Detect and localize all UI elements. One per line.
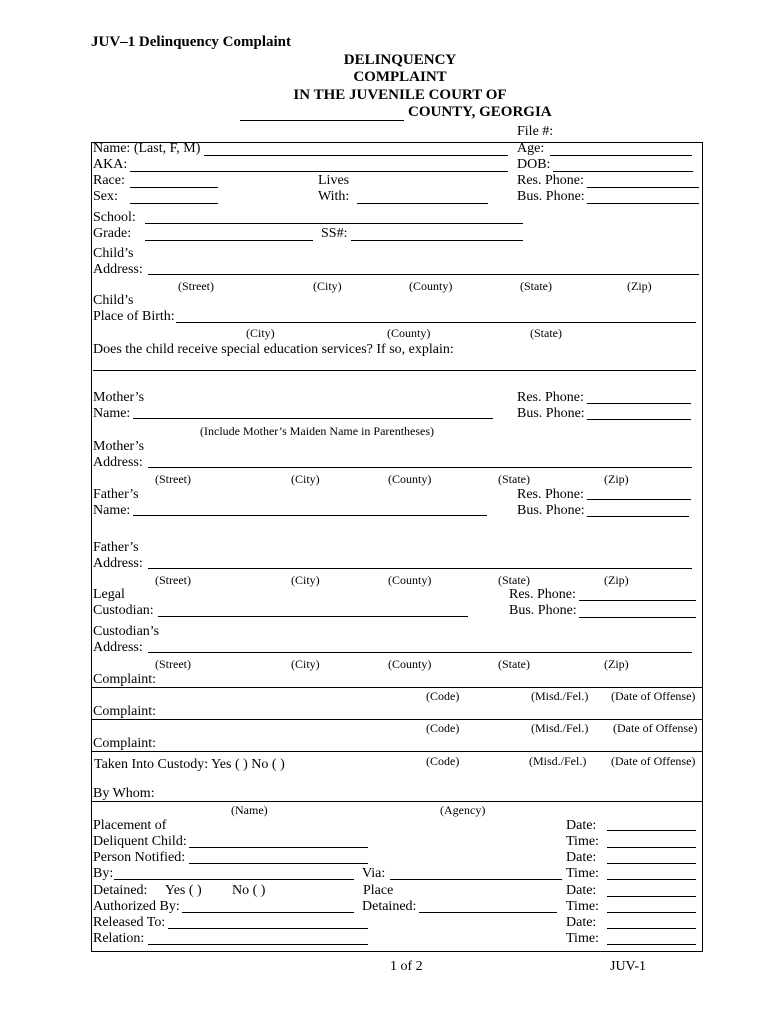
child-res-phone-label: Res. Phone: bbox=[517, 173, 584, 188]
form-title-line1: DELINQUENCY bbox=[343, 52, 457, 68]
complaint-3-code-caption: (Code) bbox=[426, 754, 460, 768]
date-label-1: Date: bbox=[566, 818, 597, 833]
placement-of-label: Placement of bbox=[93, 818, 167, 833]
by-whom-label: By Whom: bbox=[93, 786, 155, 801]
place-label: Place bbox=[363, 883, 394, 898]
childs-address-label: Address: bbox=[93, 262, 143, 277]
sex-label: Sex: bbox=[93, 189, 118, 204]
birth-state-caption: (State) bbox=[530, 326, 562, 340]
custodian-res-phone-label: Res. Phone: bbox=[509, 587, 576, 602]
time-label-4: Time: bbox=[566, 931, 599, 946]
date-field-2[interactable] bbox=[607, 863, 696, 864]
aka-field[interactable] bbox=[130, 171, 508, 172]
taken-into-custody[interactable]: Taken Into Custody: Yes ( ) No ( ) bbox=[94, 757, 285, 772]
file-number-label: File #: bbox=[517, 124, 554, 139]
place-detained-label: Detained: bbox=[362, 899, 417, 914]
mothers-name-heading: Mother’s bbox=[93, 390, 145, 405]
special-ed-question: Does the child receive special education services? If so, explain: bbox=[93, 342, 454, 357]
person-notified-field[interactable] bbox=[189, 863, 368, 864]
maiden-name-note: (Include Mother’s Maiden Name in Parentheses) bbox=[200, 424, 435, 438]
age-field[interactable] bbox=[550, 155, 692, 156]
complaint-2-code-caption: (Code) bbox=[426, 721, 460, 735]
time-label-2: Time: bbox=[566, 866, 599, 881]
by-whom-name-caption: (Name) bbox=[231, 803, 268, 817]
m-addr-city-caption: (City) bbox=[291, 472, 320, 486]
delinquent-child-field[interactable] bbox=[189, 847, 368, 848]
person-notified-label: Person Notified: bbox=[93, 850, 186, 865]
date-field-1[interactable] bbox=[607, 830, 696, 831]
form-title-line3: IN THE JUVENILE COURT OF bbox=[293, 87, 507, 103]
by-whom-line[interactable] bbox=[92, 801, 702, 802]
c-addr-county-caption: (County) bbox=[388, 657, 432, 671]
document-label: JUV–1 Delinquency Complaint bbox=[91, 34, 292, 50]
m-addr-state-caption: (State) bbox=[498, 472, 530, 486]
mother-bus-phone-field[interactable] bbox=[587, 419, 691, 420]
by-label: By: bbox=[93, 866, 114, 881]
date-field-3[interactable] bbox=[607, 896, 696, 897]
time-label-1: Time: bbox=[566, 834, 599, 849]
complaint-1-date-caption: (Date of Offense) bbox=[611, 689, 696, 703]
father-bus-phone-label: Bus. Phone: bbox=[517, 503, 585, 518]
ss-label: SS#: bbox=[321, 226, 348, 241]
birth-county-caption: (County) bbox=[387, 326, 431, 340]
date-label-2: Date: bbox=[566, 850, 597, 865]
aka-label: AKA: bbox=[93, 157, 128, 172]
complaint-3-date-caption: (Date of Offense) bbox=[611, 754, 696, 768]
page-number: 1 of 2 bbox=[390, 959, 423, 974]
school-field[interactable] bbox=[145, 223, 523, 224]
addr-street-caption: (Street) bbox=[178, 279, 214, 293]
lives-with-field[interactable] bbox=[357, 203, 488, 204]
childs-birth-heading: Child’s bbox=[93, 293, 134, 308]
m-addr-street-caption: (Street) bbox=[155, 472, 191, 486]
m-addr-zip-caption: (Zip) bbox=[604, 472, 629, 486]
detained-no-option[interactable]: No ( ) bbox=[232, 883, 266, 898]
form-title-line4: COUNTY, GEORGIA bbox=[408, 104, 552, 120]
custodian-label: Custodian: bbox=[93, 603, 154, 618]
father-res-phone-label: Res. Phone: bbox=[517, 487, 584, 502]
complaint-1-label: Complaint: bbox=[93, 672, 156, 687]
c-addr-city-caption: (City) bbox=[291, 657, 320, 671]
mother-bus-phone-label: Bus. Phone: bbox=[517, 406, 585, 421]
mother-res-phone-field[interactable] bbox=[587, 403, 691, 404]
complaint-1-misd-caption: (Misd./Fel.) bbox=[531, 689, 589, 703]
form-id: JUV-1 bbox=[610, 959, 647, 974]
legal-custodian-heading: Legal bbox=[93, 587, 125, 602]
complaint-2-misd-caption: (Misd./Fel.) bbox=[531, 721, 589, 735]
authorized-by-field[interactable] bbox=[182, 912, 354, 913]
place-of-birth-label: Place of Birth: bbox=[93, 309, 175, 324]
place-of-birth-field[interactable] bbox=[176, 322, 696, 323]
time-field-3[interactable] bbox=[607, 912, 696, 913]
lives-label: Lives bbox=[318, 173, 350, 188]
race-field[interactable] bbox=[130, 187, 218, 188]
fathers-address-heading: Father’s bbox=[93, 540, 139, 555]
child-name-label: Name: (Last, F, M) bbox=[93, 141, 201, 156]
complaint-2-date-caption: (Date of Offense) bbox=[613, 721, 698, 735]
complaint-1-line[interactable] bbox=[92, 687, 702, 688]
grade-label: Grade: bbox=[93, 226, 132, 241]
county-name-line[interactable] bbox=[240, 120, 404, 121]
sex-field[interactable] bbox=[130, 203, 218, 204]
f-addr-county-caption: (County) bbox=[388, 573, 432, 587]
complaint-3-line[interactable] bbox=[92, 751, 702, 752]
c-addr-state-caption: (State) bbox=[498, 657, 530, 671]
released-to-field[interactable] bbox=[168, 928, 368, 929]
complaint-3-misd-caption: (Misd./Fel.) bbox=[529, 754, 587, 768]
addr-zip-caption: (Zip) bbox=[627, 279, 652, 293]
f-addr-state-caption: (State) bbox=[498, 573, 530, 587]
custodian-bus-phone-field[interactable] bbox=[579, 617, 696, 618]
addr-city-caption: (City) bbox=[313, 279, 342, 293]
relation-field[interactable] bbox=[148, 944, 368, 945]
father-address-label: Address: bbox=[93, 556, 143, 571]
custodian-address-label: Address: bbox=[93, 640, 143, 655]
m-addr-county-caption: (County) bbox=[388, 472, 432, 486]
custodian-res-phone-field[interactable] bbox=[579, 600, 696, 601]
race-label: Race: bbox=[93, 173, 125, 188]
f-addr-street-caption: (Street) bbox=[155, 573, 191, 587]
released-to-label: Released To: bbox=[93, 915, 166, 930]
father-res-phone-field[interactable] bbox=[587, 499, 691, 500]
school-label: School: bbox=[93, 210, 136, 225]
relation-label: Relation: bbox=[93, 931, 145, 946]
mothers-address-heading: Mother’s bbox=[93, 439, 145, 454]
complaint-1-code-caption: (Code) bbox=[426, 689, 460, 703]
special-ed-explain-field[interactable] bbox=[93, 370, 696, 371]
complaint-3-label: Complaint: bbox=[93, 736, 156, 751]
authorized-by-label: Authorized By: bbox=[93, 899, 180, 914]
mother-name-field[interactable] bbox=[133, 418, 493, 419]
addr-county-caption: (County) bbox=[409, 279, 453, 293]
delinquent-child-label: Deliquent Child: bbox=[93, 834, 187, 849]
mother-address-label: Address: bbox=[93, 455, 143, 470]
via-field[interactable] bbox=[390, 879, 562, 880]
date-label-3: Date: bbox=[566, 883, 597, 898]
child-res-phone-field[interactable] bbox=[587, 187, 699, 188]
dob-label: DOB: bbox=[517, 157, 551, 172]
custodian-bus-phone-label: Bus. Phone: bbox=[509, 603, 577, 618]
custodians-address-heading: Custodian’s bbox=[93, 624, 160, 639]
time-field-2[interactable] bbox=[607, 879, 696, 880]
grade-field[interactable] bbox=[145, 240, 313, 241]
mother-res-phone-label: Res. Phone: bbox=[517, 390, 584, 405]
father-address-field[interactable] bbox=[148, 568, 692, 569]
f-addr-city-caption: (City) bbox=[291, 573, 320, 587]
by-whom-agency-caption: (Agency) bbox=[440, 803, 486, 817]
dob-field[interactable] bbox=[553, 171, 693, 172]
date-field-4[interactable] bbox=[607, 928, 696, 929]
child-bus-phone-label: Bus. Phone: bbox=[517, 189, 585, 204]
via-label: Via: bbox=[362, 866, 386, 881]
detained-label: Detained: bbox=[93, 883, 148, 898]
with-label: With: bbox=[318, 189, 350, 204]
birth-city-caption: (City) bbox=[246, 326, 275, 340]
complaint-2-line[interactable] bbox=[92, 719, 702, 720]
custodian-address-field[interactable] bbox=[148, 652, 692, 653]
time-field-1[interactable] bbox=[607, 847, 696, 848]
ss-field[interactable] bbox=[351, 240, 523, 241]
father-bus-phone-field[interactable] bbox=[587, 516, 689, 517]
childs-address-field[interactable] bbox=[148, 274, 699, 275]
child-name-field[interactable] bbox=[204, 155, 508, 156]
detained-yes-option[interactable]: Yes ( ) bbox=[165, 883, 202, 898]
c-addr-street-caption: (Street) bbox=[155, 657, 191, 671]
complaint-2-label: Complaint: bbox=[93, 704, 156, 719]
date-label-4: Date: bbox=[566, 915, 597, 930]
c-addr-zip-caption: (Zip) bbox=[604, 657, 629, 671]
f-addr-zip-caption: (Zip) bbox=[604, 573, 629, 587]
addr-state-caption: (State) bbox=[520, 279, 552, 293]
place-detained-field[interactable] bbox=[419, 912, 557, 913]
father-name-field[interactable] bbox=[133, 515, 487, 516]
mother-address-field[interactable] bbox=[148, 467, 692, 468]
father-name-label: Name: bbox=[93, 503, 131, 518]
childs-address-heading: Child’s bbox=[93, 246, 134, 261]
fathers-name-heading: Father’s bbox=[93, 487, 139, 502]
age-label: Age: bbox=[517, 141, 545, 156]
by-field[interactable] bbox=[114, 879, 354, 880]
time-field-4[interactable] bbox=[607, 944, 696, 945]
mother-name-label: Name: bbox=[93, 406, 131, 421]
custodian-field[interactable] bbox=[158, 616, 468, 617]
form-title-line2: COMPLAINT bbox=[353, 69, 447, 85]
time-label-3: Time: bbox=[566, 899, 599, 914]
child-bus-phone-field[interactable] bbox=[587, 203, 699, 204]
